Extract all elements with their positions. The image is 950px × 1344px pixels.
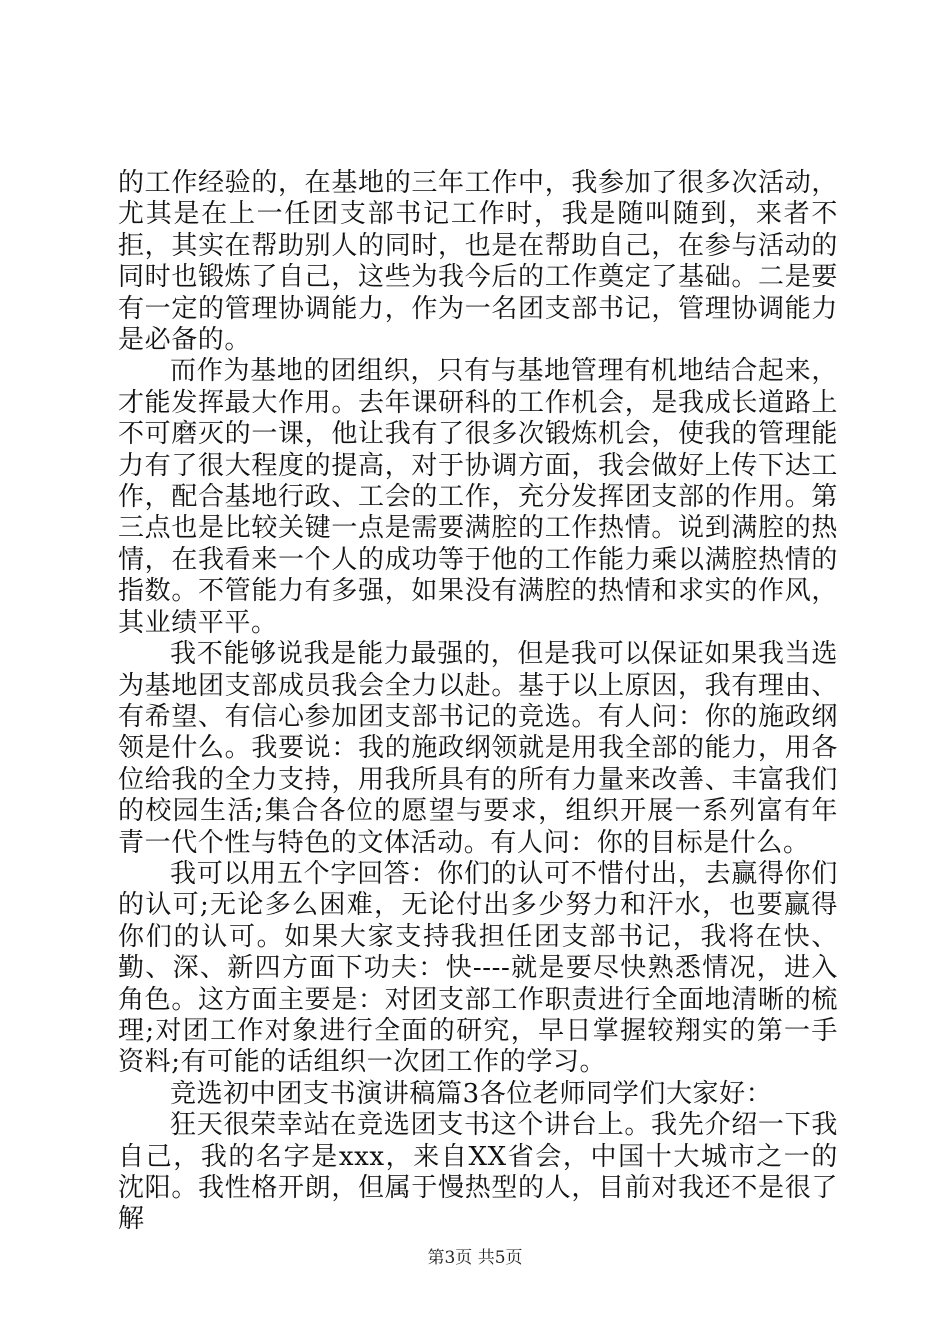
page-number-footer: 第3页 共5页 <box>427 1248 523 1268</box>
paragraph-1: 的工作经验的，在基地的三年工作中，我参加了很多次活动，尤其是在上一任团支部书记工作时，我是随叫随到，来者不拒，其实在帮助别人的同时，也是在帮助自己，在参与活动的同时也锻炼了自己，这些为我今后的工作奠定了基础。二是要有一定的管理协调能力，作为一名团支部书记，管理协调能力是必备的。 <box>118 168 838 356</box>
paragraph-6: 狂天很荣幸站在竞选团支书这个讲台上。我先介绍一下我自己，我的名字是xxx，来自XX省会，中国十大城市之一的沈阳。我性格开朗，但属于慢热型的人，目前对我还不是很了解 <box>118 1110 838 1235</box>
paragraph-4: 我可以用五个字回答：你们的认可不惜付出，去赢得你们的认可;无论多么困难，无论付出多少努力和汗水，也要赢得你们的认可。如果大家支持我担任团支部书记，我将在快、勤、深、新四方面下功夫：快----就是要尽快熟悉情况，进入角色。这方面主要是：对团支部工作职责进行全面地清晰的梳理;对团工作对象进行全面的研究，早日掌握较翔实的第一手资料;有可能的话组织一次团工作的学习。 <box>118 858 838 1078</box>
paragraph-5: 竞选初中团支书演讲稿篇3各位老师同学们大家好： <box>170 1078 773 1109</box>
paragraph-2: 而作为基地的团组织，只有与基地管理有机地结合起来，才能发挥最大作用。去年课研科的工作机会，是我成长道路上不可磨灭的一课，他让我有了很多次锻炼机会，使我的管理能力有了很大程度的提高，对于协调方面，我会做好上传下达工作，配合基地行政、工会的工作，充分发挥团支部的作用。第三点也是比较关键一点是需要满腔的工作热情。说到满腔的热情，在我看来一个人的成功等于他的工作能力乘以满腔热情的指数。不管能力有多强，如果没有满腔的热情和求实的作风，其业绩平平。 <box>118 356 838 638</box>
document-body <box>118 168 838 1236</box>
paragraph-3: 我不能够说我是能力最强的，但是我可以保证如果我当选为基地团支部成员我会全力以赴。基于以上原因，我有理由、有希望、有信心参加团支部书记的竞选。有人问：你的施政纲领是什么。我要说：我的施政纲领就是用我全部的能力，用各位给我的全力支持，用我所具有的所有力量来改善、丰富我们的校园生活;集合各位的愿望与要求，组织开展一系列富有年青一代个性与特色的文体活动。有人问：你的目标是什么。 <box>118 639 838 858</box>
